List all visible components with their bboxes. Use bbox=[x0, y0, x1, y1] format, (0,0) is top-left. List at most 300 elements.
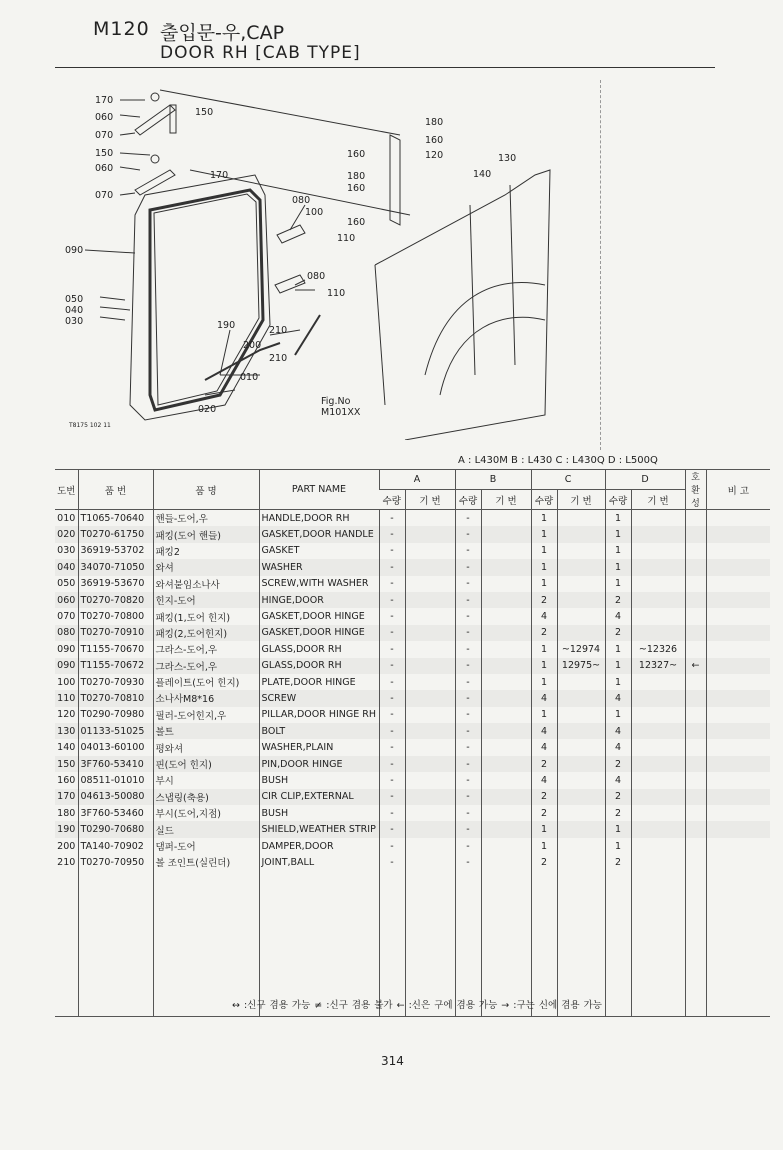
cell-d-sn: 12327~ bbox=[631, 658, 685, 674]
cell-compat bbox=[685, 526, 706, 542]
cell-name-ko: 패킹2 bbox=[153, 543, 259, 559]
cell-a-sn bbox=[405, 543, 455, 559]
table-row bbox=[55, 625, 770, 641]
callout-170b: 170 bbox=[210, 170, 229, 181]
table-row bbox=[55, 526, 770, 542]
pin-lower bbox=[151, 155, 159, 163]
cell-c-sn bbox=[557, 592, 605, 608]
col-part-no: 품 번 bbox=[78, 470, 153, 510]
group-d: D bbox=[605, 470, 685, 490]
cell-part-no: T1155-70670 bbox=[78, 641, 153, 657]
cell-a-qty: - bbox=[379, 625, 405, 641]
cell-b-sn bbox=[481, 510, 531, 527]
cell-b-qty: - bbox=[455, 739, 481, 755]
cab-frame-post bbox=[375, 265, 385, 405]
cell-part-no: 08511-01010 bbox=[78, 772, 153, 788]
cell-compat bbox=[685, 641, 706, 657]
cell-d-qty: 1 bbox=[605, 821, 631, 837]
cell-d-sn bbox=[631, 756, 685, 772]
cell-name-ko: 패킹(2,도어힌지) bbox=[153, 625, 259, 641]
cell-d-qty: 2 bbox=[605, 805, 631, 821]
cell-remarks bbox=[706, 739, 770, 755]
callout-110: 110 bbox=[337, 233, 356, 244]
cell-c-qty: 1 bbox=[531, 576, 557, 592]
cell-a-qty: - bbox=[379, 559, 405, 575]
cell-no: 070 bbox=[57, 611, 76, 623]
a-qty-header: 수량 bbox=[379, 490, 405, 510]
cell-a-sn bbox=[405, 756, 455, 772]
cell-d-sn bbox=[631, 592, 685, 608]
cell-c-sn bbox=[557, 707, 605, 723]
cell-a-qty: - bbox=[379, 805, 405, 821]
cell-compat bbox=[685, 625, 706, 641]
cell-name-ko: 패킹(1,도어 힌지) bbox=[153, 608, 259, 624]
cell-compat bbox=[685, 854, 706, 870]
cell-a-sn bbox=[405, 658, 455, 674]
cell-name: WASHER bbox=[259, 559, 379, 575]
lower-hinge bbox=[135, 170, 175, 195]
cell-name-ko: 와셔붙임소나사 bbox=[153, 576, 259, 592]
empty-cell bbox=[557, 871, 605, 1017]
d-qty-header: 수량 bbox=[605, 490, 631, 510]
cell-a-qty: - bbox=[379, 641, 405, 657]
cell-no: 030 bbox=[57, 545, 76, 557]
cell-remarks bbox=[706, 723, 770, 739]
cell-no: 120 bbox=[57, 709, 76, 721]
table-row bbox=[55, 838, 770, 854]
callout-030: 030 bbox=[65, 316, 84, 327]
cell-b-sn bbox=[481, 559, 531, 575]
cell-a-qty: - bbox=[379, 723, 405, 739]
cell-d-qty: 2 bbox=[605, 625, 631, 641]
cell-name-ko: 볼 조인트(실린더) bbox=[153, 854, 259, 870]
cell-no: 150 bbox=[55, 756, 78, 772]
cell-b-sn bbox=[481, 592, 531, 608]
cell-a-sn bbox=[405, 526, 455, 542]
callout-120: 120 bbox=[425, 150, 444, 161]
cell-remarks bbox=[706, 526, 770, 542]
cell-b-sn bbox=[481, 838, 531, 854]
b-qty-header: 수량 bbox=[455, 490, 481, 510]
title-korean: 출입문-우,CAP bbox=[160, 22, 285, 44]
cell-name-ko: 핸들-도어,우 bbox=[153, 510, 259, 527]
cell-no: 040 bbox=[55, 559, 78, 575]
cell-d-qty: 1 bbox=[605, 559, 631, 575]
cell-d-qty: 2 bbox=[605, 756, 631, 772]
cell-part-no: 01133-51025 bbox=[78, 723, 153, 739]
callout-020: 020 bbox=[198, 404, 217, 415]
table-row bbox=[55, 658, 770, 674]
cell-part-no: 3F760-53410 bbox=[78, 756, 153, 772]
cell-b-sn bbox=[481, 690, 531, 706]
table-row bbox=[55, 592, 770, 608]
cell-a-sn bbox=[405, 510, 455, 527]
cell-c-qty: 2 bbox=[531, 805, 557, 821]
cell-part-no: 04013-60100 bbox=[78, 739, 153, 755]
table-row bbox=[55, 576, 770, 592]
cell-name: HANDLE,DOOR RH bbox=[259, 510, 379, 527]
cell-compat bbox=[685, 576, 706, 592]
cell-name: DAMPER,DOOR bbox=[259, 838, 379, 854]
cell-compat bbox=[685, 772, 706, 788]
cell-a-sn bbox=[405, 739, 455, 755]
cell-part-no: T0290-70980 bbox=[78, 707, 153, 723]
cell-a-qty: - bbox=[379, 592, 405, 608]
cell-remarks bbox=[706, 854, 770, 870]
cell-b-sn bbox=[481, 821, 531, 837]
cell-c-sn bbox=[557, 608, 605, 624]
cell-c-sn bbox=[557, 510, 605, 527]
cell-d-sn bbox=[631, 576, 685, 592]
cell-d-qty: 2 bbox=[605, 789, 631, 805]
table-row bbox=[55, 723, 770, 739]
empty-cell bbox=[685, 871, 706, 1017]
cell-c-sn bbox=[557, 559, 605, 575]
cell-compat bbox=[685, 608, 706, 624]
cell-b-sn bbox=[481, 772, 531, 788]
cell-name-ko: 핀(도어 힌지) bbox=[153, 756, 259, 772]
cell-a-sn bbox=[405, 854, 455, 870]
cell-name-ko: 부시(도어,지점) bbox=[153, 805, 259, 821]
cell-remarks bbox=[706, 641, 770, 657]
cell-c-qty: 1 bbox=[531, 526, 557, 542]
cell-name-ko: 플레이트(도어 힌지) bbox=[153, 674, 259, 690]
cell-part-no: 34070-71050 bbox=[78, 559, 153, 575]
cell-compat bbox=[685, 674, 706, 690]
cell-no: 090 bbox=[57, 643, 76, 655]
cell-a-sn bbox=[405, 608, 455, 624]
cell-part-no: T0270-70800 bbox=[78, 608, 153, 624]
cell-a-qty: - bbox=[379, 674, 405, 690]
cell-remarks bbox=[706, 756, 770, 772]
table-row bbox=[55, 543, 770, 559]
cell-c-qty: 1 bbox=[531, 821, 557, 837]
cell-b-sn bbox=[481, 805, 531, 821]
cell-d-sn bbox=[631, 543, 685, 559]
cell-no: 180 bbox=[57, 807, 76, 819]
cell-a-qty: - bbox=[379, 707, 405, 723]
cell-c-qty: 1 bbox=[531, 658, 557, 674]
cell-c-qty: 2 bbox=[531, 789, 557, 805]
cell-compat bbox=[685, 805, 706, 821]
cell-name: GLASS,DOOR RH bbox=[259, 658, 379, 674]
cell-no: 090 bbox=[55, 658, 78, 674]
cell-remarks bbox=[706, 608, 770, 624]
cell-b-qty: - bbox=[455, 789, 481, 805]
cell-a-sn bbox=[405, 805, 455, 821]
cell-part-no: T0270-70930 bbox=[78, 674, 153, 690]
cell-c-sn bbox=[557, 789, 605, 805]
cell-no: 060 bbox=[55, 592, 78, 608]
cell-remarks bbox=[706, 576, 770, 592]
cell-a-qty: - bbox=[379, 789, 405, 805]
cell-c-qty: 1 bbox=[531, 641, 557, 657]
empty-cell bbox=[78, 871, 153, 1017]
empty-cell bbox=[259, 871, 379, 1017]
cell-part-no: T0270-70910 bbox=[78, 625, 153, 641]
cell-c-qty: 1 bbox=[531, 674, 557, 690]
cell-a-qty: - bbox=[379, 526, 405, 542]
cell-remarks bbox=[706, 592, 770, 608]
table-row bbox=[55, 674, 770, 690]
header-rule bbox=[55, 67, 715, 68]
callout-210b: 210 bbox=[269, 353, 288, 364]
callout-180: 180 bbox=[425, 117, 444, 128]
cell-b-qty: - bbox=[455, 608, 481, 624]
cell-name-ko: 실드 bbox=[153, 821, 259, 837]
door-damper bbox=[295, 315, 320, 355]
cell-d-sn bbox=[631, 739, 685, 755]
cab-fender bbox=[425, 283, 545, 375]
cell-c-sn bbox=[557, 838, 605, 854]
cell-d-qty: 2 bbox=[605, 854, 631, 870]
cell-b-qty: - bbox=[455, 805, 481, 821]
cell-d-qty: 1 bbox=[605, 526, 631, 542]
cell-name-ko: 필러-도어힌지,우 bbox=[153, 707, 259, 723]
cell-d-sn bbox=[631, 805, 685, 821]
cell-d-qty: 1 bbox=[605, 576, 631, 592]
cell-b-qty: - bbox=[455, 723, 481, 739]
snap-ring-upper bbox=[151, 93, 159, 101]
cell-no: 010 bbox=[57, 512, 76, 524]
upper-hinge bbox=[135, 105, 175, 135]
cell-name-ko: 소나사M8*16 bbox=[153, 690, 259, 706]
cell-compat bbox=[685, 690, 706, 706]
cell-b-sn bbox=[481, 576, 531, 592]
group-b: B bbox=[455, 470, 531, 490]
table-filler-row bbox=[55, 871, 770, 1017]
callout-160b: 160 bbox=[347, 149, 366, 160]
cell-name-ko: 그라스-도어,우 bbox=[153, 641, 259, 657]
c-serial-header: 기 번 bbox=[557, 490, 605, 510]
cell-name: GASKET bbox=[259, 543, 379, 559]
cell-d-qty: 1 bbox=[605, 658, 631, 674]
cell-part-no: T0270-70820 bbox=[78, 592, 153, 608]
cell-remarks bbox=[706, 805, 770, 821]
cell-d-sn bbox=[631, 510, 685, 527]
cell-d-sn bbox=[631, 838, 685, 854]
cell-d-sn: ~12326 bbox=[631, 641, 685, 657]
cell-b-qty: - bbox=[455, 674, 481, 690]
callout-150b: 150 bbox=[95, 148, 114, 159]
callout-070b: 070 bbox=[95, 190, 114, 201]
drawing-ref: T8175 102 11 bbox=[69, 422, 111, 429]
cell-c-qty: 2 bbox=[531, 625, 557, 641]
table-row bbox=[55, 690, 770, 706]
cell-a-sn bbox=[405, 559, 455, 575]
cell-d-qty: 4 bbox=[605, 772, 631, 788]
cell-a-sn bbox=[405, 838, 455, 854]
cell-c-sn bbox=[557, 543, 605, 559]
cell-b-qty: - bbox=[455, 838, 481, 854]
col-name-ko: 품 명 bbox=[153, 470, 259, 510]
exploded-parts-diagram bbox=[55, 75, 600, 440]
table-row bbox=[55, 641, 770, 657]
callout-210: 210 bbox=[269, 325, 288, 336]
cell-name: BUSH bbox=[259, 772, 379, 788]
cell-remarks bbox=[706, 543, 770, 559]
table-row bbox=[55, 772, 770, 788]
cell-b-sn bbox=[481, 789, 531, 805]
cell-d-qty: 4 bbox=[605, 608, 631, 624]
cell-no: 210 bbox=[57, 856, 76, 868]
col-remarks: 비 고 bbox=[706, 470, 770, 510]
cell-name-ko: 와셔 bbox=[153, 559, 259, 575]
cell-remarks bbox=[706, 559, 770, 575]
cell-b-sn bbox=[481, 723, 531, 739]
cell-b-qty: - bbox=[455, 576, 481, 592]
cell-name-ko: 평와셔 bbox=[153, 739, 259, 755]
cell-name-ko: 패킹(도어 핸들) bbox=[153, 526, 259, 542]
cell-c-qty: 2 bbox=[531, 592, 557, 608]
c-qty-header: 수량 bbox=[531, 490, 557, 510]
cell-a-qty: - bbox=[379, 543, 405, 559]
cell-a-qty: - bbox=[379, 608, 405, 624]
cell-c-sn bbox=[557, 805, 605, 821]
leader-lines-center bbox=[160, 90, 410, 395]
cell-remarks bbox=[706, 690, 770, 706]
a-serial-header: 기 번 bbox=[405, 490, 455, 510]
cell-name: BUSH bbox=[259, 805, 379, 821]
cell-c-qty: 4 bbox=[531, 739, 557, 755]
callout-140: 140 bbox=[473, 169, 492, 180]
cell-remarks bbox=[706, 821, 770, 837]
cell-b-qty: - bbox=[455, 658, 481, 674]
cell-name-ko: 그라스-도어,우 bbox=[153, 658, 259, 674]
col-part-name: PART NAME bbox=[259, 470, 379, 510]
callout-110b: 110 bbox=[327, 288, 346, 299]
cell-part-no: 36919-53670 bbox=[78, 576, 153, 592]
cell-a-sn bbox=[405, 641, 455, 657]
cell-c-qty: 1 bbox=[531, 707, 557, 723]
cell-a-sn bbox=[405, 625, 455, 641]
cell-d-sn bbox=[631, 559, 685, 575]
cell-c-qty: 2 bbox=[531, 854, 557, 870]
cell-a-qty: - bbox=[379, 690, 405, 706]
cell-a-sn bbox=[405, 576, 455, 592]
cell-c-qty: 1 bbox=[531, 838, 557, 854]
callout-070: 070 bbox=[95, 130, 114, 141]
cell-a-qty: - bbox=[379, 821, 405, 837]
cell-a-sn bbox=[405, 789, 455, 805]
cell-b-qty: - bbox=[455, 526, 481, 542]
cell-c-sn bbox=[557, 576, 605, 592]
callout-160d: 160 bbox=[347, 217, 366, 228]
cell-c-qty: 4 bbox=[531, 723, 557, 739]
column-divider bbox=[600, 80, 601, 450]
cell-remarks bbox=[706, 707, 770, 723]
cell-compat bbox=[685, 789, 706, 805]
cell-name: GASKET,DOOR HINGE bbox=[259, 608, 379, 624]
cell-name: PILLAR,DOOR HINGE RH bbox=[259, 707, 379, 723]
cell-d-qty: 4 bbox=[605, 723, 631, 739]
callout-090: 090 bbox=[65, 245, 84, 256]
cell-d-sn bbox=[631, 608, 685, 624]
cell-c-sn bbox=[557, 756, 605, 772]
compatibility-legend: ↔ :신구 겸용 가능 ≠ :신구 겸용 불가 ← :신은 구에 겸용 가능 → :구는 신에 겸용 가능 bbox=[232, 1000, 602, 1011]
cell-remarks bbox=[706, 674, 770, 690]
cell-c-sn bbox=[557, 674, 605, 690]
cell-d-qty: 1 bbox=[605, 674, 631, 690]
empty-cell bbox=[605, 871, 631, 1017]
cell-d-sn bbox=[631, 821, 685, 837]
callout-100: 100 bbox=[305, 207, 324, 218]
cell-c-sn bbox=[557, 690, 605, 706]
callout-190: 190 bbox=[217, 320, 236, 331]
callout-050: 050 bbox=[65, 294, 84, 305]
table-row bbox=[55, 821, 770, 837]
cell-name: BOLT bbox=[259, 723, 379, 739]
callout-170: 170 bbox=[95, 95, 114, 106]
cell-c-sn bbox=[557, 821, 605, 837]
cell-name: GASKET,DOOR HINGE bbox=[259, 625, 379, 641]
cell-name-ko: 볼트 bbox=[153, 723, 259, 739]
cell-a-qty: - bbox=[379, 756, 405, 772]
cell-compat bbox=[685, 510, 706, 527]
cell-a-sn bbox=[405, 821, 455, 837]
cell-c-sn bbox=[557, 526, 605, 542]
cell-a-sn bbox=[405, 707, 455, 723]
cell-part-no: 04613-50080 bbox=[78, 789, 153, 805]
cell-no: 050 bbox=[57, 578, 76, 590]
callout-150: 150 bbox=[195, 107, 214, 118]
cell-b-qty: - bbox=[455, 756, 481, 772]
cell-remarks bbox=[706, 838, 770, 854]
table-row bbox=[55, 805, 770, 821]
cell-part-no: T0270-70810 bbox=[78, 690, 153, 706]
cell-b-qty: - bbox=[455, 707, 481, 723]
table-row bbox=[55, 739, 770, 755]
callout-130: 130 bbox=[498, 153, 517, 164]
cell-no: 140 bbox=[57, 742, 76, 754]
cell-part-no: 36919-53702 bbox=[78, 543, 153, 559]
cell-compat bbox=[685, 723, 706, 739]
empty-cell bbox=[153, 871, 259, 1017]
cell-remarks bbox=[706, 789, 770, 805]
cell-d-sn bbox=[631, 526, 685, 542]
cell-a-sn bbox=[405, 690, 455, 706]
table-row bbox=[55, 756, 770, 772]
cell-c-sn bbox=[557, 772, 605, 788]
cell-d-qty: 4 bbox=[605, 690, 631, 706]
callout-060b: 060 bbox=[95, 163, 114, 174]
cell-c-sn: 12975~ bbox=[557, 658, 605, 674]
cell-part-no: T0270-70950 bbox=[78, 854, 153, 870]
callout-040: 040 bbox=[65, 305, 84, 316]
col-compat: 호환성 bbox=[685, 470, 706, 510]
col-no: 도번 bbox=[55, 470, 78, 510]
cell-b-sn bbox=[481, 854, 531, 870]
cell-name: CIR CLIP,EXTERNAL bbox=[259, 789, 379, 805]
cell-name-ko: 스냅링(축용) bbox=[153, 789, 259, 805]
fig-number: M101XX bbox=[321, 407, 361, 418]
cell-name: SHIELD,WEATHER STRIP bbox=[259, 821, 379, 837]
cell-part-no: T0270-61750 bbox=[78, 526, 153, 542]
cell-no: 130 bbox=[55, 723, 78, 739]
cell-c-sn bbox=[557, 739, 605, 755]
cell-part-no: T0290-70680 bbox=[78, 821, 153, 837]
cell-a-sn bbox=[405, 674, 455, 690]
title-english: DOOR RH [CAB TYPE] bbox=[160, 43, 361, 63]
callout-180b: 180 bbox=[347, 171, 366, 182]
cell-c-qty: 4 bbox=[531, 772, 557, 788]
cell-compat bbox=[685, 838, 706, 854]
cell-d-qty: 1 bbox=[605, 641, 631, 657]
cell-a-sn bbox=[405, 592, 455, 608]
cell-d-sn bbox=[631, 625, 685, 641]
cell-no: 200 bbox=[57, 840, 76, 852]
cell-name: GASKET,DOOR HANDLE bbox=[259, 526, 379, 542]
